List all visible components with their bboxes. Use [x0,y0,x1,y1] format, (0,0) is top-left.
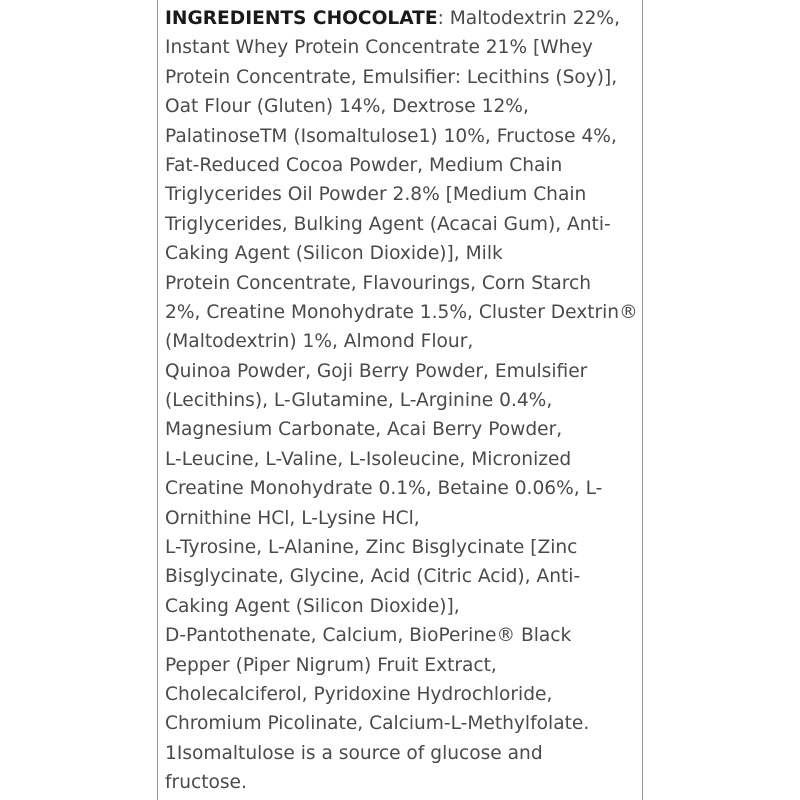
ingredients-line: Bisglycinate, Glycine, Acid (Citric Acid), Anti- [165,566,581,588]
ingredients-line: Protein Concentrate, Flavourings, Corn Starch [165,272,591,294]
ingredients-line: Protein Concentrate, Emulsifier: Lecithins (Soy)], [165,66,618,88]
ingredients-line: Pepper (Piper Nigrum) Fruit Extract, [165,654,497,676]
left-border-line [157,0,158,800]
footnote-line: 1Isomaltulose is a source of glucose and [165,742,543,764]
ingredients-line: (Maltodextrin) 1%, Almond Flour, [165,331,474,353]
ingredients-line: Ornithine HCl, L-Lysine HCl, [165,507,420,529]
ingredients-line: (Lecithins), L-Glutamine, L-Arginine 0.4%, [165,390,553,412]
ingredients-line: L-Leucine, L-Valine, L-Isoleucine, Micronized [165,448,572,470]
ingredients-heading: INGREDIENTS CHOCOLATE [165,8,438,29]
ingredients-line: Instant Whey Protein Concentrate 21% [Whey [165,37,593,59]
ingredients-text-block [165,4,643,798]
ingredients-line: 2%, Creatine Monohydrate 1.5%, Cluster Dextrin® [165,301,638,323]
ingredients-line: Creatine Monohydrate 0.1%, Betaine 0.06%, L- [165,478,603,500]
ingredients-line-1 [165,4,643,33]
ingredients-line: Magnesium Carbonate, Acai Berry Powder, [165,419,563,441]
ingredients-line: PalatinoseTM (Isomaltulose1) 10%, Fructose 4%, [165,125,617,147]
ingredients-line-text: : Maltodextrin 22%, [437,8,620,29]
footnote-line: fructose. [165,772,247,794]
ingredients-line: Triglycerides Oil Powder 2.8% [Medium Chain [165,184,587,206]
ingredients-line: Chromium Picolinate, Calcium-L-Methylfolate. [165,713,590,735]
ingredients-line: D-Pantothenate, Calcium, BioPerine® Black [165,625,572,647]
ingredients-line: Caking Agent (Silicon Dioxide)], [165,595,460,617]
ingredients-line: Quinoa Powder, Goji Berry Powder, Emulsifier [165,360,588,382]
ingredients-line: Caking Agent (Silicon Dioxide)], Milk [165,243,503,265]
ingredients-line: Fat-Reduced Cocoa Powder, Medium Chain [165,154,563,176]
ingredients-line: L-Tyrosine, L-Alanine, Zinc Bisglycinate [Zinc [165,537,578,559]
ingredients-line: Oat Flour (Gluten) 14%, Dextrose 12%, [165,96,529,118]
ingredients-line: Cholecalciferol, Pyridoxine Hydrochloride, [165,683,553,705]
ingredients-line: Triglycerides, Bulking Agent (Acacai Gum), Anti- [165,213,611,235]
